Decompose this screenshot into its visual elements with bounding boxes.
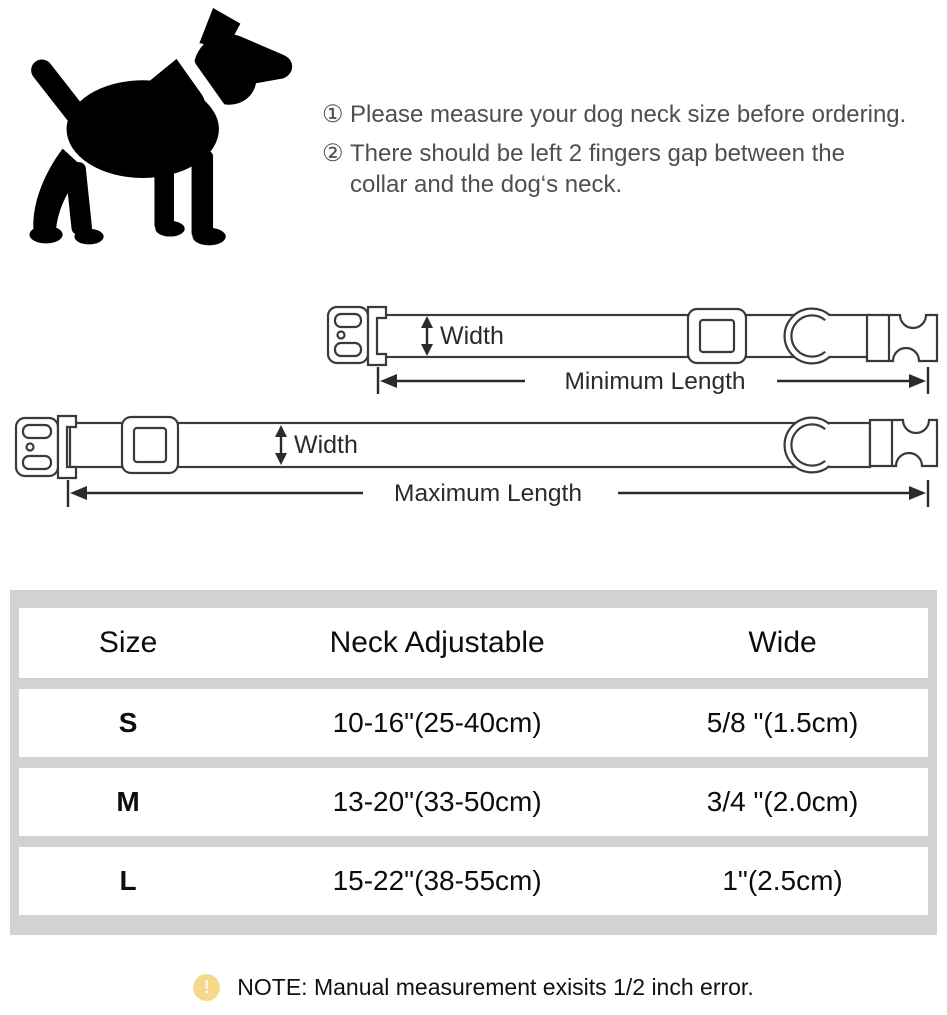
cell-neck: 10-16"(25-40cm) (332, 707, 542, 738)
column-header-neck: Neck Adjustable (329, 626, 545, 659)
cell-wide: 5/8 "(1.5cm) (706, 707, 859, 738)
instruction-item (322, 99, 942, 130)
exclamation-icon: ! (193, 974, 220, 1001)
cell-neck: 13-20"(33-50cm) (332, 786, 542, 817)
note-text: NOTE: Manual measurement exisits 1/2 inch error. (237, 974, 754, 1000)
cell-neck: 15-22"(38-55cm) (332, 865, 542, 896)
instruction-bullet: ② (322, 140, 344, 167)
dog-silhouette (6, 4, 299, 265)
cell-wide: 3/4 "(2.0cm) (706, 786, 859, 817)
length-label: Maximum Length (394, 480, 582, 507)
cell-size: L (119, 865, 137, 896)
cell-size: M (116, 786, 140, 817)
buckle-female (870, 420, 937, 466)
size-table (10, 590, 937, 935)
table-row (19, 847, 928, 915)
instruction-text: There should be left 2 fingers gap between the (350, 140, 845, 167)
dog-body-shapes (27, 8, 292, 245)
column-header-wide: Wide (748, 626, 817, 659)
collar-diagram-minimum (322, 295, 947, 405)
cell-wide: 1"(2.5cm) (722, 865, 843, 896)
collar-diagram-maximum (0, 410, 947, 515)
instructions (322, 99, 942, 208)
table-row (19, 689, 928, 757)
instruction-text: collar and the dog‘s neck. (350, 171, 623, 198)
length-label: Minimum Length (564, 368, 746, 395)
table-header-row (19, 608, 928, 678)
table-row (19, 768, 928, 836)
instruction-item (322, 138, 942, 200)
note (0, 974, 947, 1001)
instruction-bullet: ① (322, 101, 344, 128)
instruction-text: Please measure your dog neck size before ordering. (350, 101, 907, 128)
buckle-female (867, 315, 937, 361)
column-header-size: Size (98, 626, 158, 659)
cell-size: S (118, 707, 138, 738)
width-label: Width (294, 431, 358, 459)
width-label: Width (440, 322, 504, 350)
strap (70, 423, 870, 467)
